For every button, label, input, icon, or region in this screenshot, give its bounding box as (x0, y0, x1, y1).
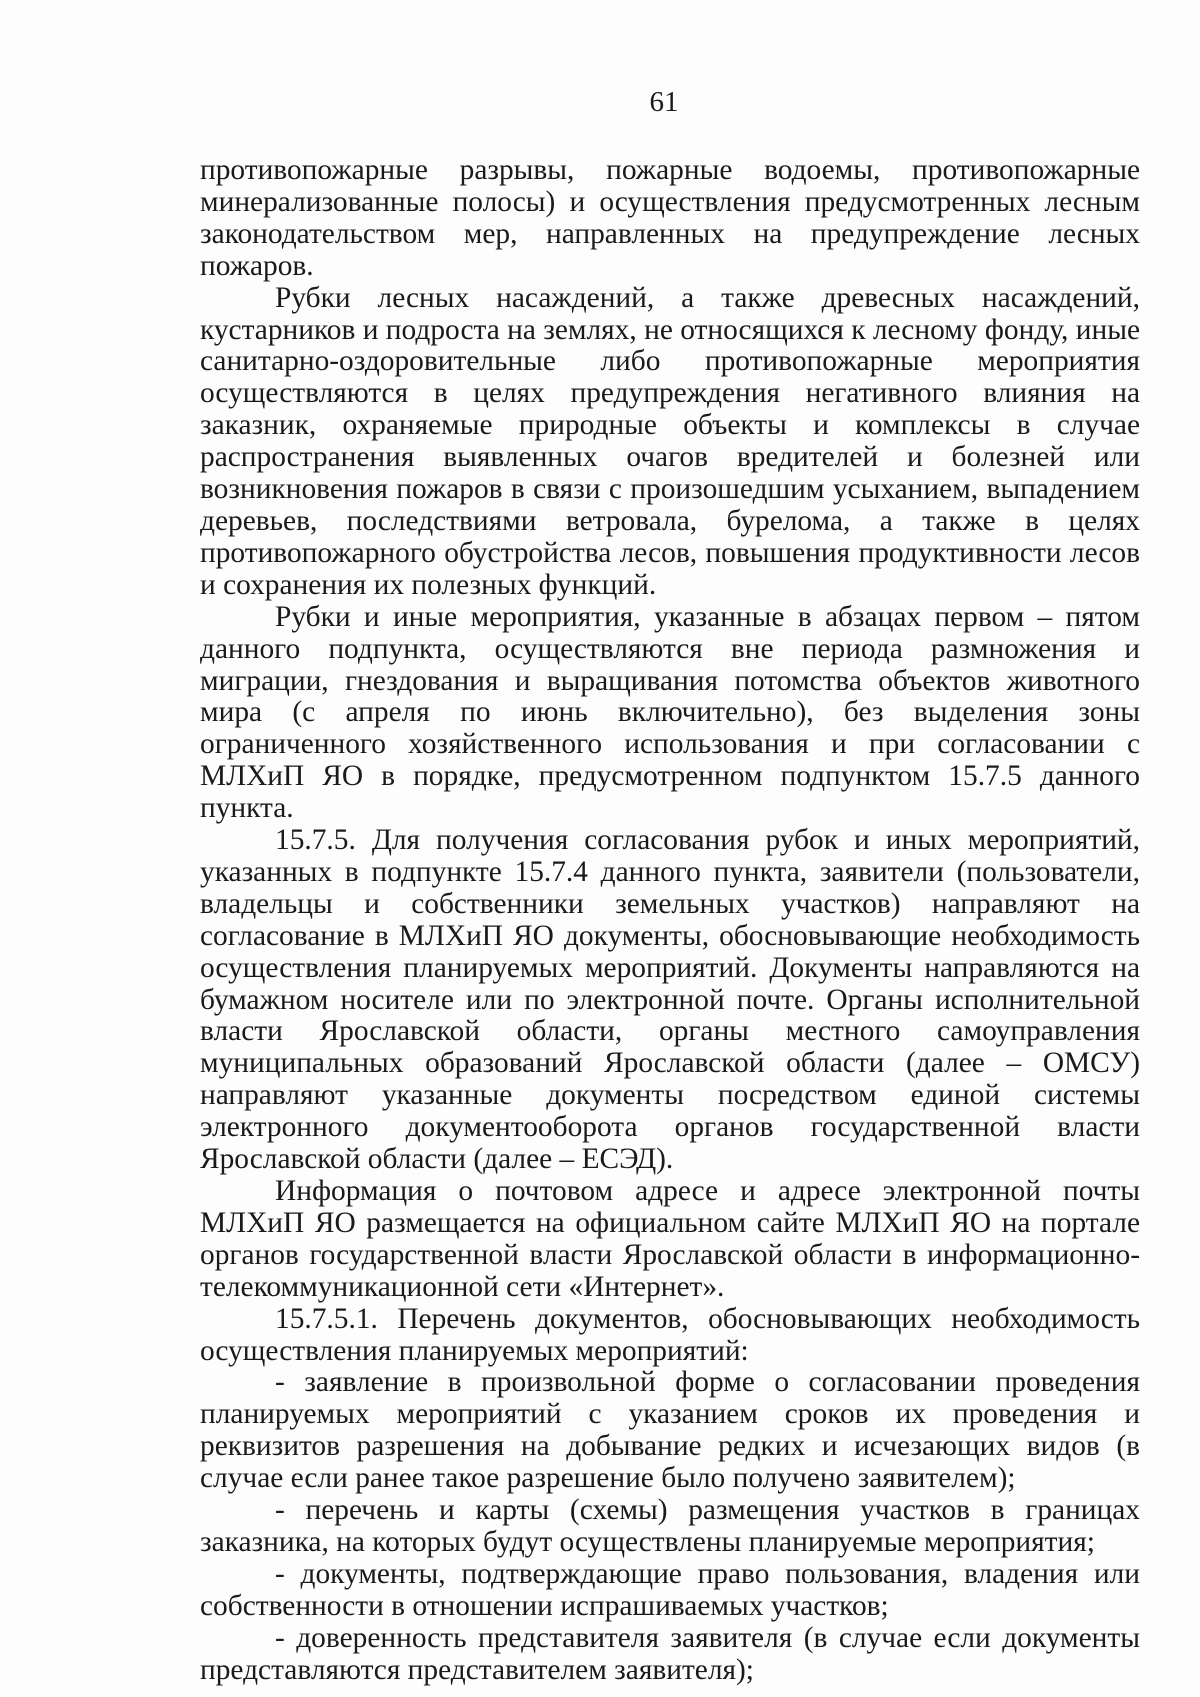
document-body (200, 155, 1140, 1687)
list-item-power-of-attorney: - доверенность представителя заявителя (в случае если документы представляются представителем заявителя); (200, 1621, 1140, 1686)
paragraph-felling-period: Рубки и иные мероприятия, указанные в абзацах первом – пятом данного подпункта, осуществляются вне периода размножения и миграции, гнездования и выращивания потомства объектов животного мира (с апреля по июнь включительно), без выделения зоны ограниченного хозяйственного использования и при согласовании с МЛХиП ЯО в порядке, предусмотренном подпунктом 15.7.5 данного пункта. (200, 600, 1140, 825)
list-item-application: - заявление в произвольной форме о согласовании проведения планируемых мероприятий с указанием сроков их проведения и реквизитов разрешения на добывание редких и исчезающих видов (в случае если ранее такое разрешение было получено заявителем); (200, 1366, 1140, 1495)
list-item-ownership-documents: - документы, подтверждающие право пользования, владения или собственности в отношении испрашиваемых участков; (200, 1557, 1140, 1622)
paragraph-continuation: противопожарные разрывы, пожарные водоемы, противопожарные минерализованные полосы) и осуществления предусмотренных лесным законодательством мер, направленных на предупреждение лесных пожаров. (200, 154, 1140, 282)
page-number: 61 (649, 86, 679, 118)
list-item-maps: - перечень и карты (схемы) размещения участков в границах заказника, на которых будут осуществлены планируемые мероприятия; (200, 1494, 1140, 1558)
paragraph-15-7-5: 15.7.5. Для получения согласования рубок и иных мероприятий, указанных в подпункте 15.7.4 данного пункта, заявители (пользователи, владельцы и собственники земельных участков) направляют на согласование в МЛХиП ЯО документы, обосновывающие необходимость осуществления планируемых мероприятий. Документы направляются на бумажном носителе или по электронной почте. Органы исполнительной власти Ярославской области, органы местного самоуправления муниципальных образований Ярославской области (далее – ОМСУ) направляют указанные документы посредством единой системы электронного документооборота органов государственной власти Ярославской области (далее – ЕСЭД). (200, 824, 1140, 1176)
paragraph-15-7-5-1: 15.7.5.1. Перечень документов, обосновывающих необходимость осуществления планируемых мероприятий: (200, 1302, 1140, 1367)
paragraph-contact-info: Информация о почтовом адресе и адресе электронной почты МЛХиП ЯО размещается на официальном сайте МЛХиП ЯО на портале органов государственной власти Ярославской области в информационно-телекоммуникационной сети «Интернет». (200, 1175, 1140, 1303)
paragraph-felling-measures: Рубки лесных насаждений, а также древесных насаждений, кустарников и подроста на землях, не относящихся к лесному фонду, иные санитарно-оздоровительные либо противопожарные мероприятия осуществляются в целях предупреждения негативного влияния на заказник, охраняемые природные объекты и комплексы в случае распространения выявленных очагов вредителей и болезней или возникновения пожаров в связи с произошедшим усыханием, выпадением деревьев, последствиями ветровала, бурелома, а также в целях противопожарного обустройства лесов, повышения продуктивности лесов и сохранения их полезных функций. (200, 281, 1140, 601)
